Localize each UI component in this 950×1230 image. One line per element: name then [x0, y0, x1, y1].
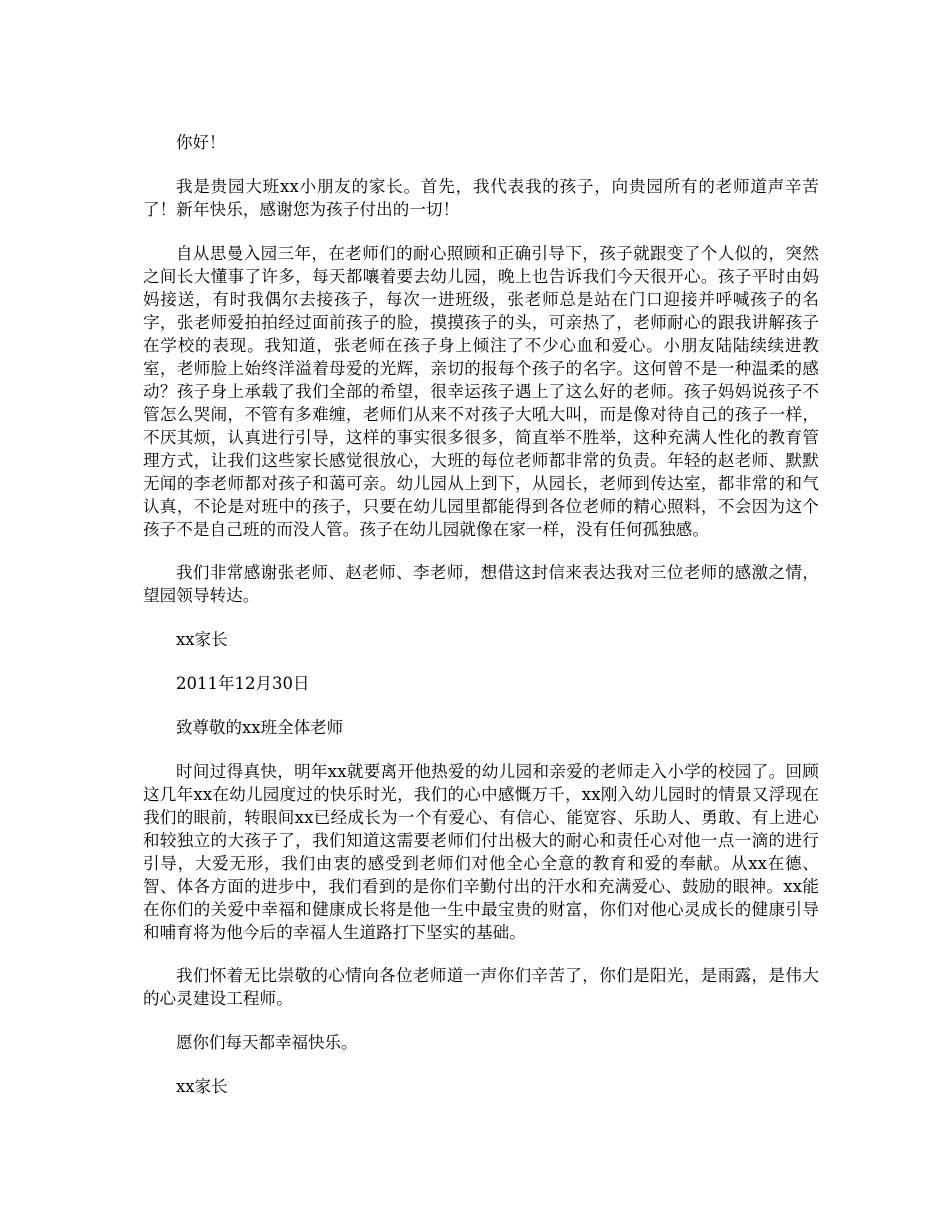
- letter2-paragraph-1: 时间过得真快，明年xx就要离开他热爱的幼儿园和亲爱的老师走入小学的校园了。回顾这几年xx在幼儿园度过的快乐时光，我们的心中感慨万千，xx刚入幼儿园时的情景又浮现在我们的眼前，转眼间xx已经成长为一个有爱心、有信心、能宽容、乐助人、勇敢、有上进心和较独立的大孩子了，我们知道这需要老师们付出极大的耐心和责任心对他一点一滴的进行引导，大爱无形，我们由衷的感受到老师们对他全心全意的教育和爱的奉献。从xx在德、智、体各方面的进步中，我们看到的是你们辛勤付出的汗水和充满爱心、鼓励的眼神。xx能在你们的关爱中幸福和健康成长将是他一生中最宝贵的财富，你们对他心灵成长的健康引导和哺育将为他今后的幸福人生道路打下坚实的基础。: [143, 761, 819, 942]
- letter2-salutation: 致尊敬的xx班全体老师: [176, 717, 344, 737]
- letter1-date: 2011年12月30日: [176, 673, 310, 693]
- letter1-paragraph-3: 我们非常感谢张老师、赵老师、李老师，想借这封信来表达我对三位老师的感激之情，望园领导转达。: [143, 563, 819, 605]
- document-body: [143, 131, 819, 1119]
- letter2-signature: xx家长: [176, 1076, 228, 1096]
- letter1-greeting: 你好！: [176, 133, 226, 152]
- letter2-paragraph-2: 我们怀着无比崇敬的心情向各位老师道一声你们辛苦了，你们是阳光，是雨露，是伟大的心灵建设工程师。: [143, 966, 819, 1008]
- letter1-paragraph-1: 我是贵园大班xx小朋友的家长。首先，我代表我的孩子，向贵园所有的老师道声辛苦了！新年快乐，感谢您为孩子付出的一切！: [143, 177, 819, 219]
- letter2-paragraph-3: 愿你们每天都幸福快乐。: [176, 1032, 358, 1052]
- letter1-paragraph-2: 自从思曼入园三年，在老师们的耐心照顾和正确引导下，孩子就跟变了个人似的，突然之间长大懂事了许多，每天都嚷着要去幼儿园，晚上也告诉我们今天很开心。孩子平时由妈妈接送，有时我偶尔去接孩子，每次一进班级，张老师总是站在门口迎接并呼喊孩子的名字，张老师爱拍拍经过面前孩子的脸，摸摸孩子的头，可亲热了，老师耐心的跟我讲解孩子在学校的表现。我知道，张老师在孩子身上倾注了不少心血和爱心。小朋友陆陆续续进教室，老师脸上始终洋溢着母爱的光辉，亲切的报每个孩子的名字。这何曾不是一种温柔的感动？孩子身上承载了我们全部的希望，很幸运孩子遇上了这么好的老师。孩子妈妈说孩子不管怎么哭闹，不管有多难缠，老师们从来不对孩子大吼大叫，而是像对待自己的孩子一样，不厌其烦，认真进行引导，这样的事实很多很多，简直举不胜举，这种充满人性化的教育管理方式，让我们这些家长感觉很放心，大班的每位老师都非常的负责。年轻的赵老师、默默无闻的李老师都对孩子和蔼可亲。幼儿园从上到下，从园长，老师到传达室，都非常的和气认真，不论是对班中的孩子，只要在幼儿园里都能得到各位老师的精心照料，不会因为这个孩子不是自己班的而没人管。孩子在幼儿园就像在家一样，没有任何孤独感。: [143, 243, 819, 539]
- letter1-signature: xx家长: [176, 629, 228, 649]
